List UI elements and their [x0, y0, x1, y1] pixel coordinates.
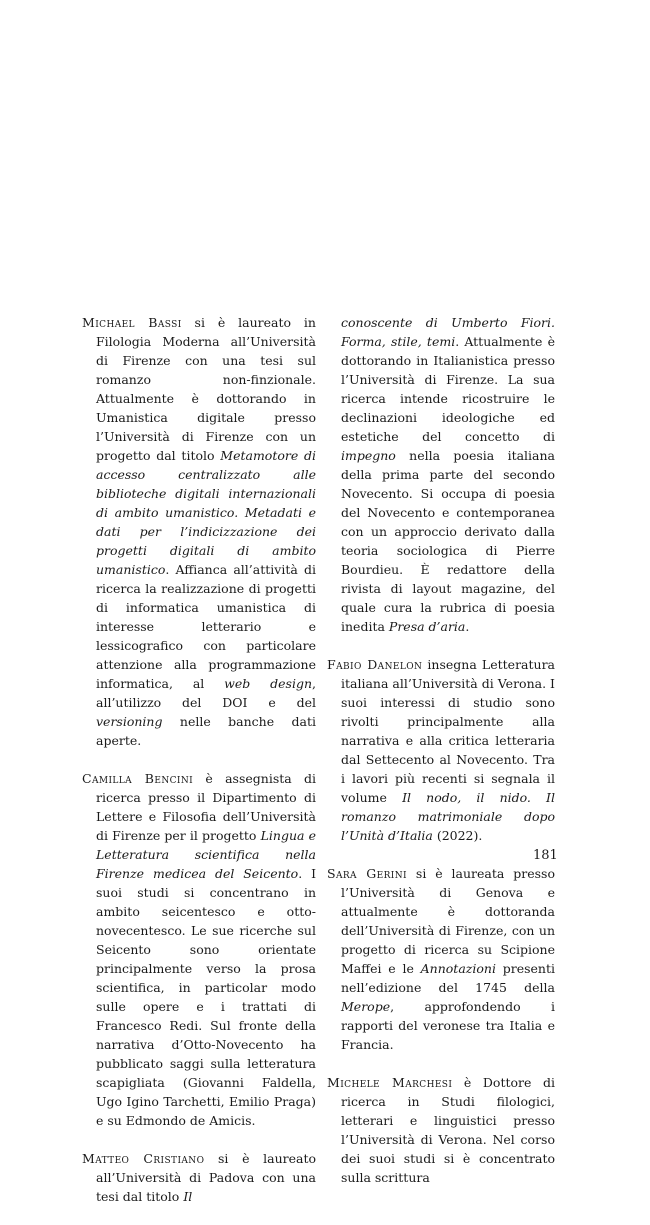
italic-title: Merope — [341, 999, 391, 1014]
italic-title: Il nodo, il nido. Il romanzo matrimoniale dopo l’Unità d’Italia — [341, 790, 555, 843]
contributor-name: Michael Bassi — [82, 315, 182, 330]
contributor-bio — [82, 313, 316, 750]
contributor-bio — [327, 313, 555, 636]
contributor-bio — [82, 1149, 316, 1206]
italic-title: Il — [183, 1189, 193, 1204]
bio-text: è Dottore di ricerca in Studi filologici, letterari e linguistici presso l’Università di Verona. Nel corso dei suoi studi si è concentrato sulla scrittura — [341, 1075, 555, 1185]
italic-title: conoscente di Umberto Fiori. Forma, stile, temi — [341, 315, 555, 349]
bio-text: . — [465, 619, 470, 634]
page-number: 181 — [533, 848, 558, 863]
contributor-name: Camilla Bencini — [82, 771, 194, 786]
italic-title: Annotazioni — [420, 961, 496, 976]
bio-text: è assegnista di ricerca presso il Dipartimento di Lettere e Filosofia dell’Università di Firenze per il progetto — [96, 771, 317, 843]
bio-text: si è laureata presso l’Università di Genova e attualmente è dottoranda dell’Università di Firenze, con un progetto di ricerca su Scipione Maffei e le — [341, 866, 555, 976]
contributor-name: Fabio Danelon — [327, 657, 423, 672]
italic-title: Metamotore di accesso centralizzato alle biblioteche digitali internazionali di ambito umanistico. Metadati e dati per l’indicizzazione dei progetti digitali di ambito umanistico — [96, 448, 316, 577]
contributor-bio — [82, 769, 316, 1130]
bio-text: nelle banche dati aperte. — [96, 714, 316, 748]
contributor-name: Michele Marchesi — [327, 1075, 453, 1090]
bio-text: insegna Letteratura italiana all’Università di Verona. I suoi interessi di studio sono rivolti principalmente alla narrativa e alla critica letteraria dal Settecento al Novecento. Tra i lavori più recenti si segnala il volume — [341, 657, 555, 805]
contributor-name: Matteo Cristiano — [82, 1151, 205, 1166]
italic-title: impegno — [341, 448, 396, 463]
bio-text: si è laureato all’Università di Padova con una tesi dal titolo — [96, 1151, 316, 1204]
bio-text: (2022). — [432, 828, 483, 843]
italic-title: Presa d’aria — [388, 619, 466, 634]
italic-title: versioning — [96, 714, 163, 729]
bio-text: si è laureato in Filologia Moderna all’Università di Firenze con una tesi sul romanzo non-finzionale. Attualmente è dottorando in Umanistica digitale presso l’Università di Firenze con un progetto dal titolo — [96, 315, 316, 463]
bio-text: . I suoi studi si concentrano in ambito seicentesco e otto-novecentesco. Le sue ricerche sul Seicento sono orientate principalmente verso la prosa scientifica, in particolar modo sulle opere e i trattati di Francesco Redi. Sul fronte della narrativa d’Otto-Novecento ha pubblicato saggi sulla letteratura scapigliata (Giovanni Faldella, Ugo Igino Tarchetti, Emilio Praga) e su Edmondo de Amicis. — [96, 866, 317, 1128]
bio-text: presenti nell’edizione del 1745 della — [341, 961, 555, 995]
bio-text: . Attualmente è dottorando in Italianistica presso l’Università di Firenze. La sua ricerca intende ricostruire le declinazioni ideologiche ed estetiche del concetto di — [341, 334, 555, 444]
bio-text: , approfondendo i rapporti del veronese tra Italia e Francia. — [341, 999, 555, 1052]
contributor-bio — [327, 1073, 555, 1187]
bio-text: . Affianca all’attività di ricerca la realizzazione di progetti di informatica umanistica di interesse letterario e lessicografico con particolare attenzione alla programmazione informatica, al — [96, 562, 316, 691]
italic-title: Lingua e Letteratura scientifica nella Firenze medicea del Seicento — [96, 828, 316, 881]
contributor-bio — [327, 655, 555, 845]
bio-text: nella poesia italiana della prima parte del secondo Novecento. Si occupa di poesia del Novecento e contemporanea con un approccio derivato dalla teoria sociologica di Pierre Bourdieu. È redattore della rivista di layout magazine, del quale cura la rubrica di poesia inedita — [341, 448, 555, 634]
contributor-name: Sara Gerini — [327, 866, 407, 881]
italic-title: web design — [224, 676, 313, 691]
contributor-bio — [327, 864, 555, 1054]
left-column — [82, 313, 316, 1225]
bio-text: , all’utilizzo del DOI e del — [96, 676, 317, 710]
right-column — [327, 313, 555, 1206]
